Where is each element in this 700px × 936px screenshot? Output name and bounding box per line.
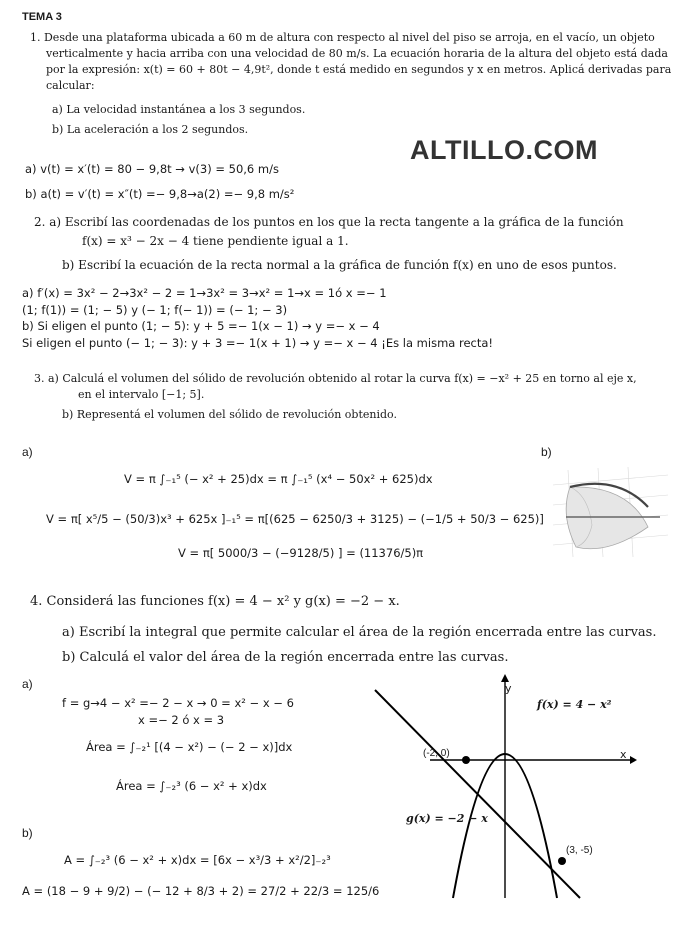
p4-equation-6: A = (18 − 9 + 9/2) − (− 12 + 8/3 + 2) = 27/2 + 22/3 = 125/6 bbox=[22, 884, 380, 898]
p2-item-a-line1: 2. a) Escribí las coordenadas de los puntos en los que la recta tangente a la gráfica de la función bbox=[34, 215, 624, 229]
p2-solution-1: a) f′(x) = 3x² − 2→3x² − 2 = 1→3x² = 3→x² = 1→x = 1ó x =− 1 bbox=[22, 286, 387, 300]
p4-statement: 4. Considerá las funciones f(x) = 4 − x² y g(x) = −2 − x. bbox=[30, 594, 400, 609]
p3-label-b: b) bbox=[541, 445, 552, 459]
p1-statement-line3: por la expresión: x(t) = 60 + 80t − 4,9t², donde t está medido en segundos y x en metros. Aplicá derivadas para bbox=[46, 63, 672, 76]
point-label-1: (-2, 0) bbox=[423, 748, 450, 759]
p3-equation-1: V = π ∫₋₁⁵ (− x² + 25)dx = π ∫₋₁⁵ (x⁴ − 50x² + 625)dx bbox=[124, 472, 433, 486]
p4-equation-3: Área = ∫₋₂¹ [(4 − x²) − (− 2 − x)]dx bbox=[86, 740, 293, 754]
x-axis-arrow-icon bbox=[630, 756, 637, 764]
point-label-2: (3, -5) bbox=[566, 845, 593, 856]
exam-title: TEMA 3 bbox=[22, 11, 62, 23]
solid-of-revolution-figure bbox=[548, 465, 678, 560]
p4-label-b: b) bbox=[22, 826, 33, 840]
p2-solution-3: b) Si eligen el punto (1; − 5): y + 5 =− 1(x − 1) → y =− x − 4 bbox=[22, 319, 380, 333]
p4-item-b: b) Calculá el valor del área de la región encerrada entre las curvas. bbox=[62, 650, 509, 665]
p4-equation-1: f = g→4 − x² =− 2 − x → 0 = x² − x − 6 bbox=[62, 696, 294, 710]
p2-solution-4: Si eligen el punto (− 1; − 3): y + 3 =− 1(x + 1) → y =− x − 4 ¡Es la misma recta! bbox=[22, 336, 494, 350]
p3-item-b: b) Representá el volumen del sólido de revolución obtenido. bbox=[62, 408, 397, 421]
p3-equation-2: V = π[ x⁵/5 − (50/3)x³ + 625x ]₋₁⁵ = π[(625 − 6250/3 + 3125) − (−1/5 + 50/3 − 625)] bbox=[46, 512, 544, 526]
p1-solution-a: a) v(t) = x′(t) = 80 − 9,8t → v(3) = 50,6 m/s bbox=[25, 162, 279, 176]
p4-item-a: a) Escribí la integral que permite calcular el área de la región encerrada entre las curvas. bbox=[62, 625, 657, 640]
p1-solution-b: b) a(t) = v′(t) = x″(t) =− 9,8→a(2) =− 9,8 m/s² bbox=[25, 187, 295, 201]
x-axis-label: x bbox=[620, 748, 627, 761]
intersection-point-2 bbox=[558, 857, 566, 865]
y-axis-arrow-icon bbox=[501, 674, 509, 682]
p2-solution-2: (1; f(1)) = (1; − 5) y (− 1; f(− 1)) = (− 1; − 3) bbox=[22, 303, 288, 317]
p1-statement-line4: calcular: bbox=[46, 79, 95, 92]
p1-item-b: b) La aceleración a los 2 segundos. bbox=[52, 123, 249, 136]
p3-equation-3: V = π[ 5000/3 − (−9128/5) ] = (11376/5)π bbox=[178, 546, 424, 560]
p2-item-a-line2: f(x) = x³ − 2x − 4 tiene pendiente igual a 1. bbox=[82, 234, 349, 248]
p4-equation-2: x =− 2 ó x = 3 bbox=[138, 713, 225, 727]
line-g bbox=[375, 690, 580, 898]
p4-graph bbox=[365, 670, 655, 900]
p2-item-b: b) Escribí la ecuación de la recta normal a la gráfica de función f(x) en uno de esos puntos. bbox=[62, 258, 617, 272]
watermark: ALTILLO.COM bbox=[410, 135, 598, 165]
f-label: f(x) = 4 − x² bbox=[537, 698, 612, 711]
p1-statement-line2: verticalmente y hacia arriba con una velocidad de 80 m/s. La ecuación horaria de la altura del objeto está dada bbox=[46, 47, 668, 60]
p4-equation-5: A = ∫₋₂³ (6 − x² + x)dx = [6x − x³/3 + x²/2]₋₂³ bbox=[64, 853, 331, 867]
p1-statement-line1: 1. Desde una plataforma ubicada a 60 m de altura con respecto al nivel del piso se arroja, en el vacío, un objeto bbox=[30, 31, 655, 44]
intersection-point-1 bbox=[462, 756, 470, 764]
g-label: g(x) = −2 − x bbox=[406, 812, 488, 825]
p3-label-a: a) bbox=[22, 445, 33, 459]
p1-item-a: a) La velocidad instantánea a los 3 segundos. bbox=[52, 103, 306, 116]
p4-equation-4: Área = ∫₋₂³ (6 − x² + x)dx bbox=[116, 779, 267, 793]
p3-item-a-line1: 3. a) Calculá el volumen del sólido de revolución obtenido al rotar la curva f(x) = −x² + 25 en torno al eje x, bbox=[34, 372, 637, 385]
y-axis-label: y bbox=[505, 682, 512, 695]
p3-item-a-line2: en el intervalo [−1; 5]. bbox=[78, 388, 205, 401]
p4-label-a: a) bbox=[22, 677, 33, 691]
